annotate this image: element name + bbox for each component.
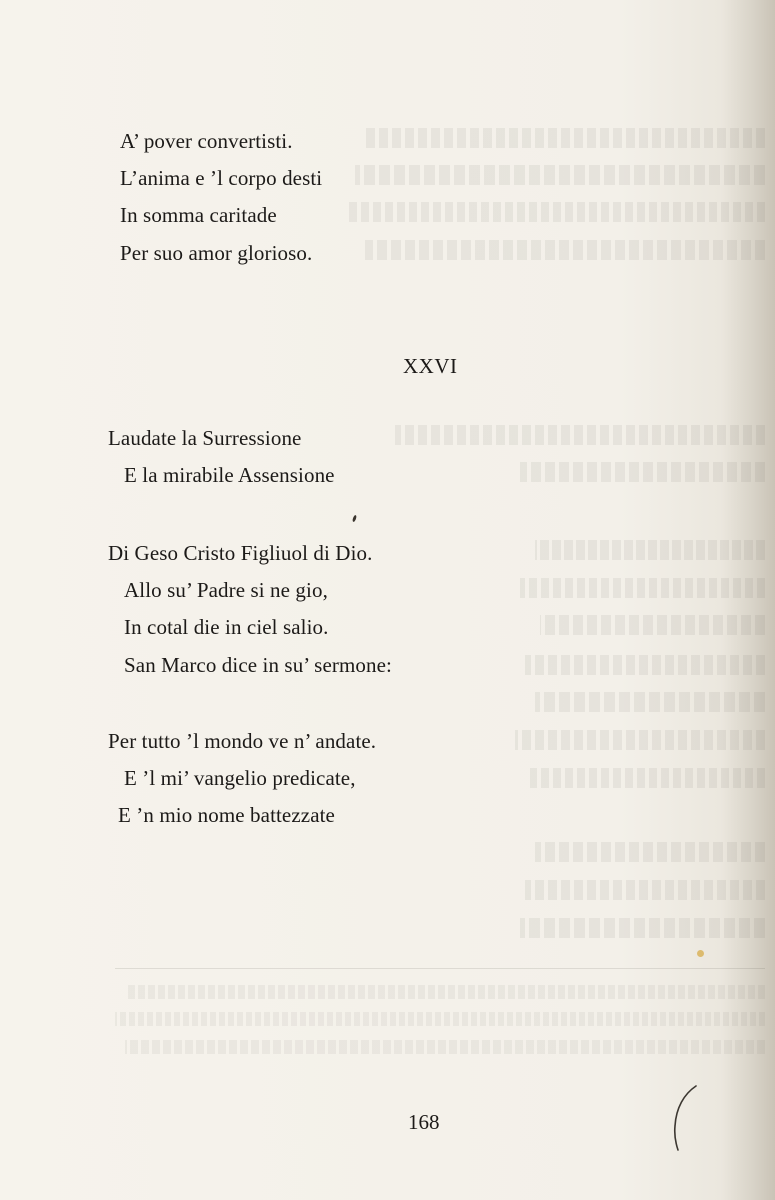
verse-line: Di Geso Cristo Figliuol di Dio. xyxy=(108,541,373,565)
verse-line: E ’n mio nome battezzate xyxy=(118,803,335,827)
verse-line: Laudate la Surressione xyxy=(108,426,302,450)
verse-line: San Marco dice in su’ sermone: xyxy=(124,653,392,677)
verse-line: In cotal die in ciel salio. xyxy=(124,615,329,639)
verse-line: E la mirabile Assensione xyxy=(124,463,335,487)
section-heading: XXVI xyxy=(403,354,458,378)
paper-stain xyxy=(697,950,704,957)
ink-speck xyxy=(352,515,357,523)
verse-line: Per suo amor glorioso. xyxy=(120,241,313,265)
verse-line: L’anima e ’l corpo desti xyxy=(120,166,323,190)
verse-line: E ’l mi’ vangelio predicate, xyxy=(124,766,356,790)
pencil-mark-icon xyxy=(670,1082,730,1152)
page-number: 168 xyxy=(408,1110,440,1134)
verse-line: Per tutto ’l mondo ve n’ andate. xyxy=(108,729,377,753)
verse-line: A’ pover convertisti. xyxy=(120,129,293,153)
verse-line: Allo su’ Padre si ne gio, xyxy=(124,578,328,602)
verse-line: In somma caritade xyxy=(120,203,277,227)
